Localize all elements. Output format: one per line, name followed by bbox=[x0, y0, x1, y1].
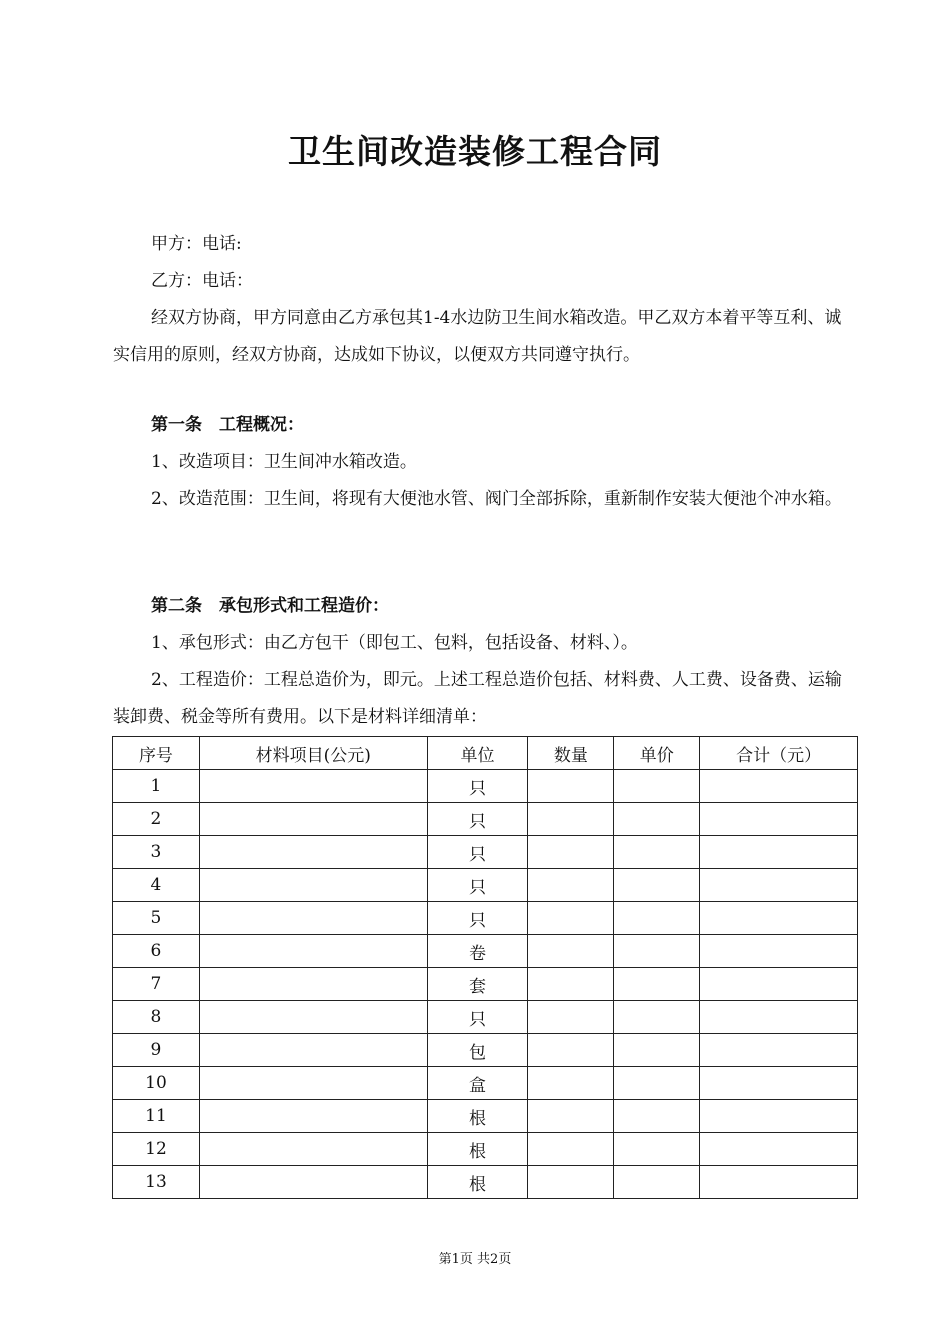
cell-total bbox=[700, 1166, 858, 1199]
cell-item bbox=[199, 902, 427, 935]
cell-qty bbox=[528, 836, 614, 869]
cell-unit: 只 bbox=[427, 869, 528, 902]
cell-qty bbox=[528, 1034, 614, 1067]
cell-price bbox=[614, 1133, 700, 1166]
article2-item1: 1、承包形式：由乙方包干（即包工、包料，包括设备、材料、）。 bbox=[151, 633, 638, 653]
cell-item bbox=[199, 803, 427, 836]
cell-no: 2 bbox=[113, 803, 200, 836]
cell-total bbox=[700, 1100, 858, 1133]
header-price: 单价 bbox=[614, 737, 700, 770]
cell-qty bbox=[528, 1100, 614, 1133]
cell-price bbox=[614, 869, 700, 902]
cell-no: 5 bbox=[113, 902, 200, 935]
cell-no: 11 bbox=[113, 1100, 200, 1133]
cell-qty bbox=[528, 1133, 614, 1166]
cell-item bbox=[199, 1133, 427, 1166]
cell-no: 10 bbox=[113, 1067, 200, 1100]
cell-price bbox=[614, 935, 700, 968]
cell-no: 13 bbox=[113, 1166, 200, 1199]
party-b-line: 乙方：电话： bbox=[151, 271, 253, 291]
cell-item bbox=[199, 1001, 427, 1034]
header-item: 材料项目(公元) bbox=[199, 737, 427, 770]
cell-unit: 套 bbox=[427, 968, 528, 1001]
cell-unit: 包 bbox=[427, 1034, 528, 1067]
cell-total bbox=[700, 803, 858, 836]
cell-qty bbox=[528, 1001, 614, 1034]
cell-no: 8 bbox=[113, 1001, 200, 1034]
header-unit: 单位 bbox=[427, 737, 528, 770]
cell-total bbox=[700, 968, 858, 1001]
cell-price bbox=[614, 803, 700, 836]
cell-unit: 只 bbox=[427, 803, 528, 836]
cell-item bbox=[199, 869, 427, 902]
intro-paragraph: 经双方协商，甲方同意由乙方承包其1-4水边防卫生间水箱改造。甲乙双方本着平等互利、诚实信用的原则，经双方协商，达成如下协议，以便双方共同遵守执行。 bbox=[113, 308, 842, 365]
cell-qty bbox=[528, 869, 614, 902]
cell-item bbox=[199, 1067, 427, 1100]
table-row bbox=[113, 935, 858, 968]
cell-no: 9 bbox=[113, 1034, 200, 1067]
table-header-row bbox=[113, 737, 858, 770]
document-title: 卫生间改造装修工程合同 bbox=[288, 132, 662, 171]
cell-total bbox=[700, 869, 858, 902]
cell-price bbox=[614, 902, 700, 935]
article2-heading: 第二条 承包形式和工程造价： bbox=[151, 596, 389, 616]
article2-item2: 2、工程造价：工程总造价为，即元。上述工程总造价包括、材料费、人工费、设备费、运输装卸费、税金等所有费用。以下是材料详细清单： bbox=[113, 670, 842, 727]
cell-qty bbox=[528, 1067, 614, 1100]
cell-price bbox=[614, 770, 700, 803]
cell-unit: 只 bbox=[427, 770, 528, 803]
cell-qty bbox=[528, 803, 614, 836]
table-row bbox=[113, 968, 858, 1001]
cell-price bbox=[614, 1100, 700, 1133]
table-row bbox=[113, 1067, 858, 1100]
cell-no: 3 bbox=[113, 836, 200, 869]
cell-qty bbox=[528, 902, 614, 935]
article1-item1: 1、改造项目：卫生间冲水箱改造。 bbox=[151, 452, 417, 472]
cell-total bbox=[700, 1001, 858, 1034]
cell-unit: 卷 bbox=[427, 935, 528, 968]
cell-unit: 盒 bbox=[427, 1067, 528, 1100]
cell-unit: 只 bbox=[427, 1001, 528, 1034]
cell-price bbox=[614, 836, 700, 869]
materials-table bbox=[112, 736, 858, 1199]
page-footer: 第1页 共2页 bbox=[438, 1252, 512, 1267]
table-row bbox=[113, 1100, 858, 1133]
cell-total bbox=[700, 1133, 858, 1166]
cell-item bbox=[199, 770, 427, 803]
cell-price bbox=[614, 1067, 700, 1100]
article1-item2: 2、改造范围：卫生间，将现有大便池水管、阀门全部拆除，重新制作安装大便池个冲水箱。 bbox=[151, 489, 842, 509]
cell-qty bbox=[528, 770, 614, 803]
cell-no: 6 bbox=[113, 935, 200, 968]
cell-price bbox=[614, 1166, 700, 1199]
cell-price bbox=[614, 1001, 700, 1034]
article1-heading: 第一条 工程概况： bbox=[151, 415, 304, 435]
cell-qty bbox=[528, 935, 614, 968]
cell-total bbox=[700, 1034, 858, 1067]
cell-total bbox=[700, 902, 858, 935]
cell-total bbox=[700, 836, 858, 869]
cell-item bbox=[199, 935, 427, 968]
cell-total bbox=[700, 770, 858, 803]
cell-unit: 根 bbox=[427, 1133, 528, 1166]
header-no: 序号 bbox=[113, 737, 200, 770]
cell-item bbox=[199, 1100, 427, 1133]
cell-unit: 只 bbox=[427, 902, 528, 935]
table-row bbox=[113, 902, 858, 935]
cell-no: 4 bbox=[113, 869, 200, 902]
cell-price bbox=[614, 968, 700, 1001]
table-row bbox=[113, 1034, 858, 1067]
cell-item bbox=[199, 836, 427, 869]
cell-unit: 只 bbox=[427, 836, 528, 869]
table-row bbox=[113, 1001, 858, 1034]
header-qty: 数量 bbox=[528, 737, 614, 770]
cell-price bbox=[614, 1034, 700, 1067]
cell-item bbox=[199, 1166, 427, 1199]
cell-item bbox=[199, 968, 427, 1001]
header-total: 合计（元） bbox=[700, 737, 858, 770]
table-row bbox=[113, 869, 858, 902]
cell-no: 12 bbox=[113, 1133, 200, 1166]
cell-item bbox=[199, 1034, 427, 1067]
cell-unit: 根 bbox=[427, 1100, 528, 1133]
table-row bbox=[113, 770, 858, 803]
table-row bbox=[113, 1133, 858, 1166]
cell-qty bbox=[528, 1166, 614, 1199]
party-a-line: 甲方：电话: bbox=[151, 234, 242, 254]
table-row bbox=[113, 803, 858, 836]
cell-total bbox=[700, 935, 858, 968]
cell-total bbox=[700, 1067, 858, 1100]
table-row bbox=[113, 836, 858, 869]
cell-no: 7 bbox=[113, 968, 200, 1001]
table-row bbox=[113, 1166, 858, 1199]
cell-qty bbox=[528, 968, 614, 1001]
cell-no: 1 bbox=[113, 770, 200, 803]
cell-unit: 根 bbox=[427, 1166, 528, 1199]
